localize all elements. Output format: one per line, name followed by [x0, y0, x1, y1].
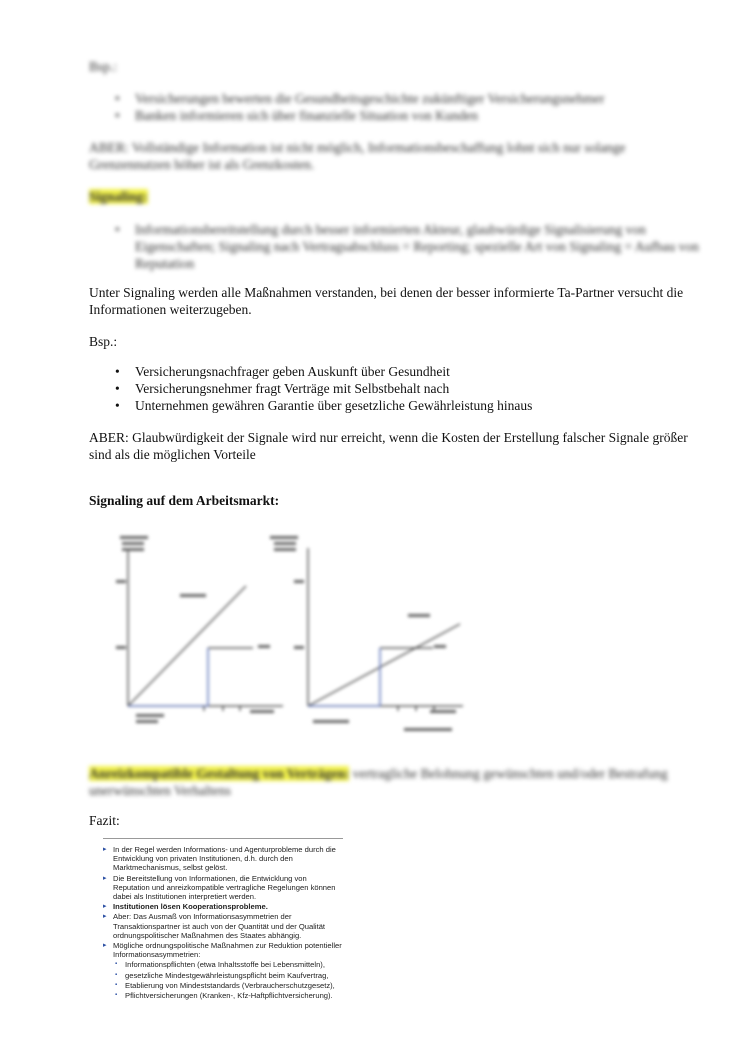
- list-item: • Versicherungsnachfrager geben Auskunft über Gesundheit: [89, 363, 709, 380]
- anreiz-paragraph: [89, 765, 709, 799]
- fazit-item: [103, 845, 343, 873]
- left-tick-label-mark: [116, 646, 126, 649]
- arbeitsmarkt-heading: Signaling auf dem Arbeitsmarkt:: [89, 493, 280, 508]
- arbeitsmarkt-charts-figure: [108, 528, 488, 738]
- fazit-item: [103, 941, 343, 959]
- left-chart: [128, 548, 283, 711]
- left-x-label-mark: [136, 720, 158, 723]
- left-y-label-mark: [122, 548, 144, 551]
- right-line-label-mark: [408, 614, 430, 617]
- right-source-mark: [404, 728, 452, 731]
- right-y-label-mark: [274, 548, 296, 551]
- fazit-item-text: Mögliche ordnungspolitische Maßnahmen zur Reduktion potentieller Informationsasymmetrien:: [113, 941, 342, 960]
- fazit-item: [103, 912, 343, 940]
- right-y-label-mark: [274, 542, 296, 545]
- right-step-label-mark: [434, 645, 446, 648]
- list-item: • Versicherungsnehmer fragt Verträge mit Selbstbehalt nach: [89, 380, 709, 397]
- fazit-item-text: gesetzliche Mindestgewährleistungspflicht beim Kaufvertrag,: [125, 970, 329, 980]
- signaling-heading-highlight: Signaling:: [89, 189, 148, 204]
- fazit-item-text: Etablierung von Mindeststandards (Verbraucherschutzgesetz),: [125, 980, 335, 990]
- left-y-label-mark: [122, 542, 144, 545]
- fazit-item: [103, 902, 343, 911]
- right-chart-labels: [270, 536, 456, 731]
- left-line-label-mark: [180, 594, 206, 597]
- blurred-aber-paragraph: ABER: Vollständige Information ist nicht möglich, Informationsbeschaffung lohnt sich nur solange Grenzennutzen höher ist als Grenzkosten.: [89, 140, 626, 172]
- fazit-item-text: Aber: Das Ausmaß von Informationsasymmetrien der Transaktionspartner ist auch von der Quantität und der Qualität ordnungspolitischer Maßnahmen des Staates abhängig.: [113, 912, 326, 940]
- fazit-item-text: In der Regel werden Informations- und Agenturprobleme durch die Entwicklung von privaten Institutionen, d.h. durch den Marktmechanismus, selbst gelöst.: [113, 845, 336, 873]
- bsp-label: Bsp.:: [89, 334, 118, 349]
- blurred-signaling-list: [89, 221, 709, 272]
- fazit-item-text: Pflichtversicherungen (Kranken-, Kfz-Haftpflichtversicherung).: [125, 991, 333, 1001]
- right-tick-label-mark: [294, 646, 304, 649]
- anreiz-highlight: Anreizkompatible Gestaltung von Verträgen:: [89, 766, 350, 781]
- left-x-label-mark: [136, 714, 164, 717]
- list-item: • Banken informieren sich über finanzielle Situation von Kunden: [89, 107, 709, 124]
- right-diagonal-line: [308, 624, 460, 706]
- list-item: • Unternehmen gewähren Garantie über gesetzliche Gewährleistung hinaus: [89, 397, 709, 414]
- fazit-item-text: Informationspflichten (etwa Inhaltsstoffe bei Lebensmitteln),: [125, 960, 325, 970]
- left-y-label-mark: [120, 536, 148, 539]
- fazit-item: [103, 874, 343, 902]
- fazit-summary-box: [103, 838, 343, 1001]
- blurred-signaling-heading: [89, 188, 148, 205]
- fazit-item: [103, 971, 343, 980]
- right-tick-label-mark: [294, 580, 304, 583]
- fazit-item: [103, 991, 343, 1000]
- right-chart: [308, 548, 463, 711]
- right-y-label-mark: [270, 536, 298, 539]
- list-item: • Informationsbereitstellung durch besser informierten Akteur, glaubwürdige Signalisierung von Eigenschaften; Signaling nach Vertragsabschluss = Reporting; spezielle Art von Signaling = Aufbau von Reputation: [89, 221, 709, 272]
- left-x-label-mark: [250, 710, 274, 713]
- fazit-label: Fazit:: [89, 813, 120, 828]
- list-item: • Versicherungen bewerten die Gesundheitsgeschichte zukünftiger Versicherungsnehmer: [89, 90, 709, 107]
- left-tick-label-mark: [116, 580, 126, 583]
- left-step-label-mark: [258, 645, 270, 648]
- fazit-item-text: Die Bereitstellung von Informationen, die Entwicklung von Reputation und anreizkompatible vertragliche Regelungen können dabei als Institutionen interpretiert werden.: [113, 873, 336, 902]
- right-x-label-mark: [313, 720, 349, 723]
- left-diagonal-line: [128, 586, 246, 706]
- fazit-item: [103, 960, 343, 969]
- blurred-bullet-list: [89, 90, 709, 124]
- right-x-label-mark: [430, 710, 456, 713]
- fazit-list: [103, 845, 343, 1000]
- signaling-intro: Unter Signaling werden alle Maßnahmen verstanden, bei denen der besser informierte Ta-Partner versucht die Informationen weiterzugeben.: [89, 285, 684, 317]
- signaling-examples-list: [89, 363, 709, 414]
- blurred-bsp-label: Bsp.:: [89, 59, 118, 74]
- fazit-item: [103, 981, 343, 990]
- aber-paragraph: ABER: Glaubwürdigkeit der Signale wird nur erreicht, wenn die Kosten der Erstellung falscher Signale größer sind als die möglichen Vorteile: [89, 430, 688, 462]
- fazit-item-text: Institutionen lösen Kooperationsprobleme.: [113, 902, 268, 912]
- anreiz-rest: vertragliche Belohnung gewünschten und/oder Bestrafung unerwünschten Verhaltens: [89, 766, 668, 798]
